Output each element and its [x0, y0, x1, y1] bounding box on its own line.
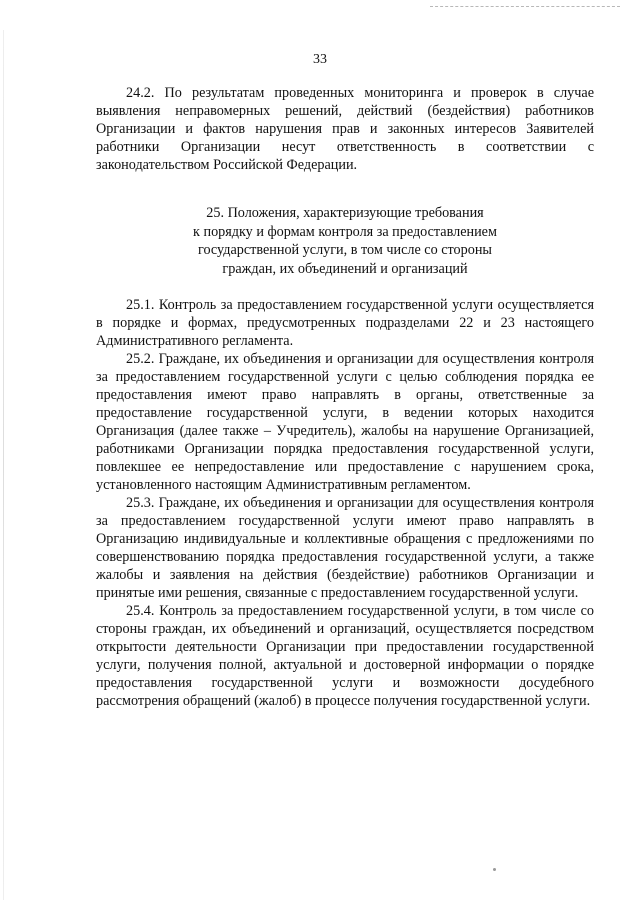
page-number: 33	[313, 52, 327, 67]
section-heading-line: граждан, их объединений и организаций	[222, 260, 468, 277]
section-heading-line: к порядку и формам контроля за предоставлением	[193, 223, 497, 240]
scan-edge-left	[3, 30, 4, 900]
paragraph-25-2: 25.2. Граждане, их объединения и организации для осуществления контроля за предоставлением государственной услуги с целью соблюдения порядка ее предоставления имеют право направлять в органы, ответственные за предоставление государственной услуги, в ведении которых находится Организация (далее также – Учредитель), жалобы на нарушение Организацией, работниками Организации порядка предоставления государственной услуги, повлекшее ее непредоставление или предоставление с нарушением срока, установленного настоящим Административным регламентом.	[96, 351, 594, 493]
section-heading-25	[96, 204, 594, 278]
document-body	[96, 84, 594, 710]
paragraph-25-1: 25.1. Контроль за предоставлением государственной услуги осуществляется в порядке и формах, предусмотренных подразделами 22 и 23 настоящего Административного регламента.	[96, 297, 594, 349]
paragraph-25-4: 25.4. Контроль за предоставлением государственной услуги, в том числе со стороны граждан, их объединений и организаций, осуществляется посредством открытости деятельности Организации при предоставлении государственной услуги, получения полной, актуальной и достоверной информации о порядке предоставления государственной услуги и возможности досудебного рассмотрения обращений (жалоб) в процессе получения государственной услуги.	[96, 603, 594, 709]
paragraph-25-3: 25.3. Граждане, их объединения и организации для осуществления контроля за предоставлением государственной услуги имеют право направлять в Организацию индивидуальные и коллективные обращения с предложениями по совершенствованию порядка предоставления государственной услуги, а также жалобы и заявления на действия (бездействие) работников Организации и принятые ими решения, связанные с предоставлением государственной услуги.	[96, 495, 594, 601]
section-heading-line: 25. Положения, характеризующие требования	[206, 205, 484, 221]
scan-artifact-dot	[493, 868, 496, 871]
scan-artifact-top	[430, 6, 620, 9]
section-heading-line: государственной услуги, в том числе со стороны	[198, 242, 492, 258]
paragraph-24-2: 24.2. По результатам проведенных мониторинга и проверок в случае выявления неправомерных решений, действий (бездействия) работников Организации и фактов нарушения прав и законных интересов Заявителей работники Организации несут ответственность в соответствии с законодательством Российской Федерации.	[96, 85, 594, 173]
